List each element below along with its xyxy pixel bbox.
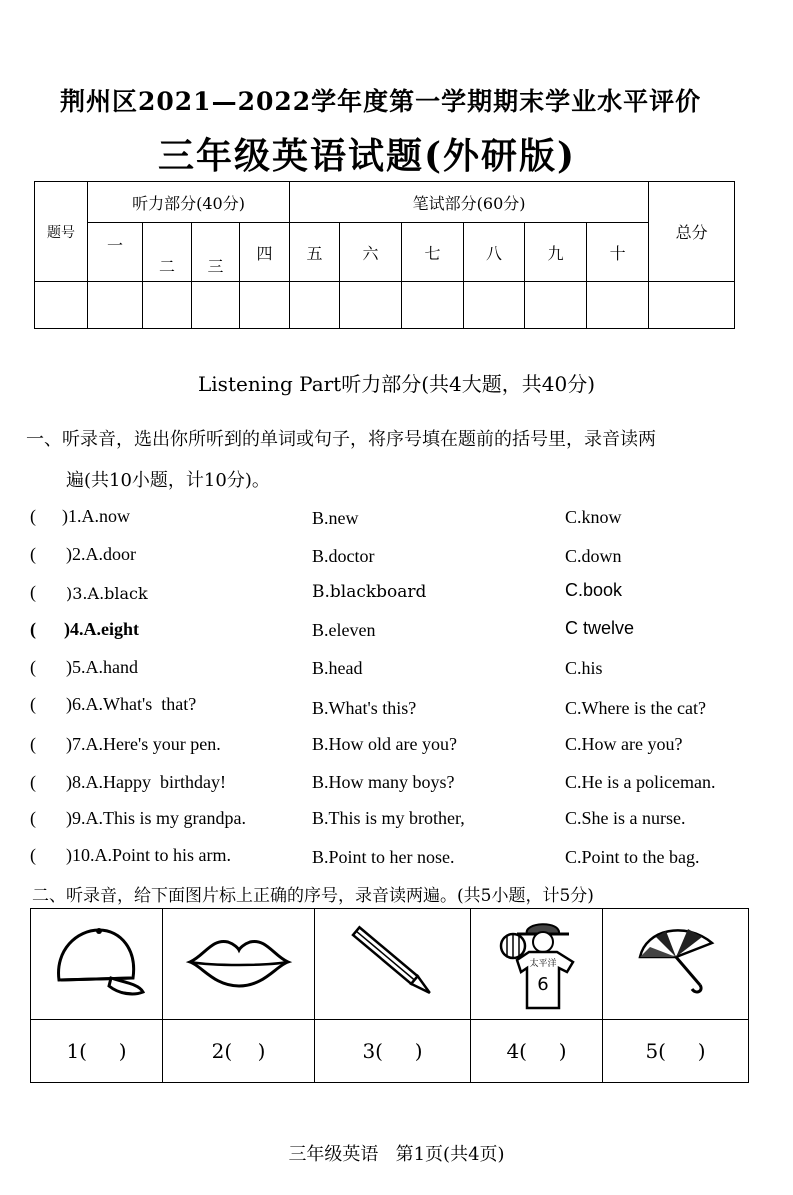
option-a: )2.A.door bbox=[66, 544, 136, 564]
score-input-cell[interactable] bbox=[525, 282, 587, 329]
picture-cell-lips bbox=[163, 909, 315, 1020]
score-input-cell[interactable] bbox=[402, 282, 464, 329]
qnum-cell: 五 bbox=[290, 223, 340, 282]
option-b: B.How many boys? bbox=[312, 772, 455, 792]
qnum-cell: 十 bbox=[587, 223, 649, 282]
qnum-cell: 七 bbox=[402, 223, 464, 282]
question-row bbox=[0, 619, 793, 647]
picture-cell-pencil bbox=[315, 909, 471, 1020]
option-c: C twelve bbox=[565, 618, 635, 638]
pencil-icon bbox=[333, 917, 453, 1007]
question-row bbox=[0, 734, 793, 762]
score-input-cell[interactable] bbox=[587, 282, 649, 329]
question-row bbox=[0, 808, 793, 836]
qnum-label: 题号 bbox=[35, 182, 88, 282]
section2-instruction: 二、听录音，给下面图片标上正确的序号，录音读两遍。(共5小题，计5分) bbox=[32, 886, 594, 906]
answer-paren[interactable]: ( bbox=[30, 657, 36, 677]
section1-instruction: 一、听录音，选出你所听到的单词或句子，将序号填在题前的括号里，录音读两 bbox=[26, 429, 656, 450]
question-row bbox=[0, 694, 793, 722]
question-row bbox=[0, 772, 793, 800]
score-input-cell[interactable] bbox=[88, 282, 143, 329]
score-input-cell[interactable] bbox=[240, 282, 290, 329]
qnum-cell: 三 bbox=[192, 223, 240, 282]
written-score-label: 笔试部分(60分) bbox=[290, 182, 649, 223]
qnum-cell: 六 bbox=[340, 223, 402, 282]
option-c: C.down bbox=[565, 546, 622, 566]
score-input-cell[interactable] bbox=[35, 282, 88, 329]
option-a: )1.A.now bbox=[62, 506, 130, 526]
question-row bbox=[0, 544, 793, 572]
picture-cell-cap bbox=[31, 909, 163, 1020]
question-row bbox=[0, 506, 793, 534]
option-a: )7.A.Here's your pen. bbox=[66, 734, 221, 754]
option-c: C.Point to the bag. bbox=[565, 847, 700, 867]
answer-paren[interactable]: ( bbox=[30, 619, 36, 639]
umbrella-icon bbox=[626, 917, 726, 1007]
score-input-cell[interactable] bbox=[143, 282, 192, 329]
option-b: B.Point to her nose. bbox=[312, 847, 455, 867]
option-b: B.blackboard bbox=[312, 582, 427, 602]
picture-table bbox=[30, 908, 749, 1083]
qnum-cell: 九 bbox=[525, 223, 587, 282]
option-a: )8.A.Happy birthday! bbox=[66, 772, 226, 792]
answer-paren[interactable]: ( bbox=[30, 808, 36, 828]
answer-paren[interactable]: ( bbox=[30, 734, 36, 754]
answer-paren[interactable]: ( bbox=[30, 544, 36, 564]
picture-label-3[interactable]: 3( ) bbox=[315, 1020, 471, 1083]
exam-title-line1: 荆州区2021—2022学年度第一学期期末学业水平评价 bbox=[60, 87, 702, 116]
answer-paren[interactable]: ( bbox=[30, 845, 36, 865]
total-score-label: 总分 bbox=[649, 182, 735, 282]
score-input-cell[interactable] bbox=[464, 282, 525, 329]
question-row bbox=[0, 582, 793, 610]
picture-label-5[interactable]: 5( ) bbox=[603, 1020, 749, 1083]
score-input-cell[interactable] bbox=[290, 282, 340, 329]
score-input-cell[interactable] bbox=[192, 282, 240, 329]
option-a: )3.A.black bbox=[66, 584, 148, 603]
option-c: C.know bbox=[565, 507, 622, 527]
option-b: B.eleven bbox=[312, 620, 376, 640]
exam-title-line2: 三年级英语试题(外研版) bbox=[158, 135, 577, 177]
option-a: )5.A.hand bbox=[66, 657, 138, 677]
option-b: B.What's this? bbox=[312, 698, 417, 718]
score-table bbox=[34, 181, 735, 329]
qnum-cell: 一 bbox=[88, 223, 143, 282]
option-a: )10.A.Point to his arm. bbox=[66, 845, 231, 865]
picture-label-1[interactable]: 1( ) bbox=[31, 1020, 163, 1083]
option-b: B.doctor bbox=[312, 546, 375, 566]
picture-label-4[interactable]: 4( ) bbox=[471, 1020, 603, 1083]
picture-cell-umbrella bbox=[603, 909, 749, 1020]
option-c: C.How are you? bbox=[565, 734, 683, 754]
option-b: B.head bbox=[312, 658, 363, 678]
option-c: C.book bbox=[565, 580, 623, 600]
option-a: )4.A.eight bbox=[64, 619, 139, 639]
question-row bbox=[0, 845, 793, 873]
option-c: C.his bbox=[565, 658, 603, 678]
option-b: B.new bbox=[312, 508, 359, 528]
qnum-cell: 八 bbox=[464, 223, 525, 282]
listening-part-heading: Listening Part听力部分(共4大题，共40分) bbox=[198, 372, 595, 396]
option-c: C.She is a nurse. bbox=[565, 808, 686, 828]
shirt-number: 6 bbox=[536, 974, 549, 995]
listening-score-label: 听力部分(40分) bbox=[88, 182, 290, 223]
score-input-cell[interactable] bbox=[649, 282, 735, 329]
question-row bbox=[0, 657, 793, 685]
answer-paren[interactable]: ( bbox=[30, 506, 36, 526]
section1-instruction-cont: 遍(共10小题，计10分)。 bbox=[66, 470, 270, 491]
option-c: C.He is a policeman. bbox=[565, 772, 716, 792]
picture-cell-boy bbox=[471, 909, 603, 1020]
answer-paren[interactable]: ( bbox=[30, 772, 36, 792]
answer-paren[interactable]: ( bbox=[30, 582, 36, 602]
answer-paren[interactable]: ( bbox=[30, 694, 36, 714]
shirt-text: 太平洋 bbox=[528, 959, 557, 969]
option-a: )9.A.This is my grandpa. bbox=[66, 808, 246, 828]
option-c: C.Where is the cat? bbox=[565, 698, 706, 718]
option-a: )6.A.What's that? bbox=[66, 694, 197, 714]
picture-label-2[interactable]: 2( ) bbox=[163, 1020, 315, 1083]
qnum-cell: 四 bbox=[240, 223, 290, 282]
cap-icon bbox=[47, 922, 147, 1002]
page-footer: 三年级英语 第1页(共4页) bbox=[288, 1144, 505, 1165]
qnum-cell: 二 bbox=[143, 223, 192, 282]
boy-icon bbox=[487, 912, 587, 1012]
mouth-icon bbox=[184, 932, 294, 992]
option-b: B.This is my brother, bbox=[312, 808, 465, 828]
score-input-cell[interactable] bbox=[340, 282, 402, 329]
option-b: B.How old are you? bbox=[312, 734, 457, 754]
